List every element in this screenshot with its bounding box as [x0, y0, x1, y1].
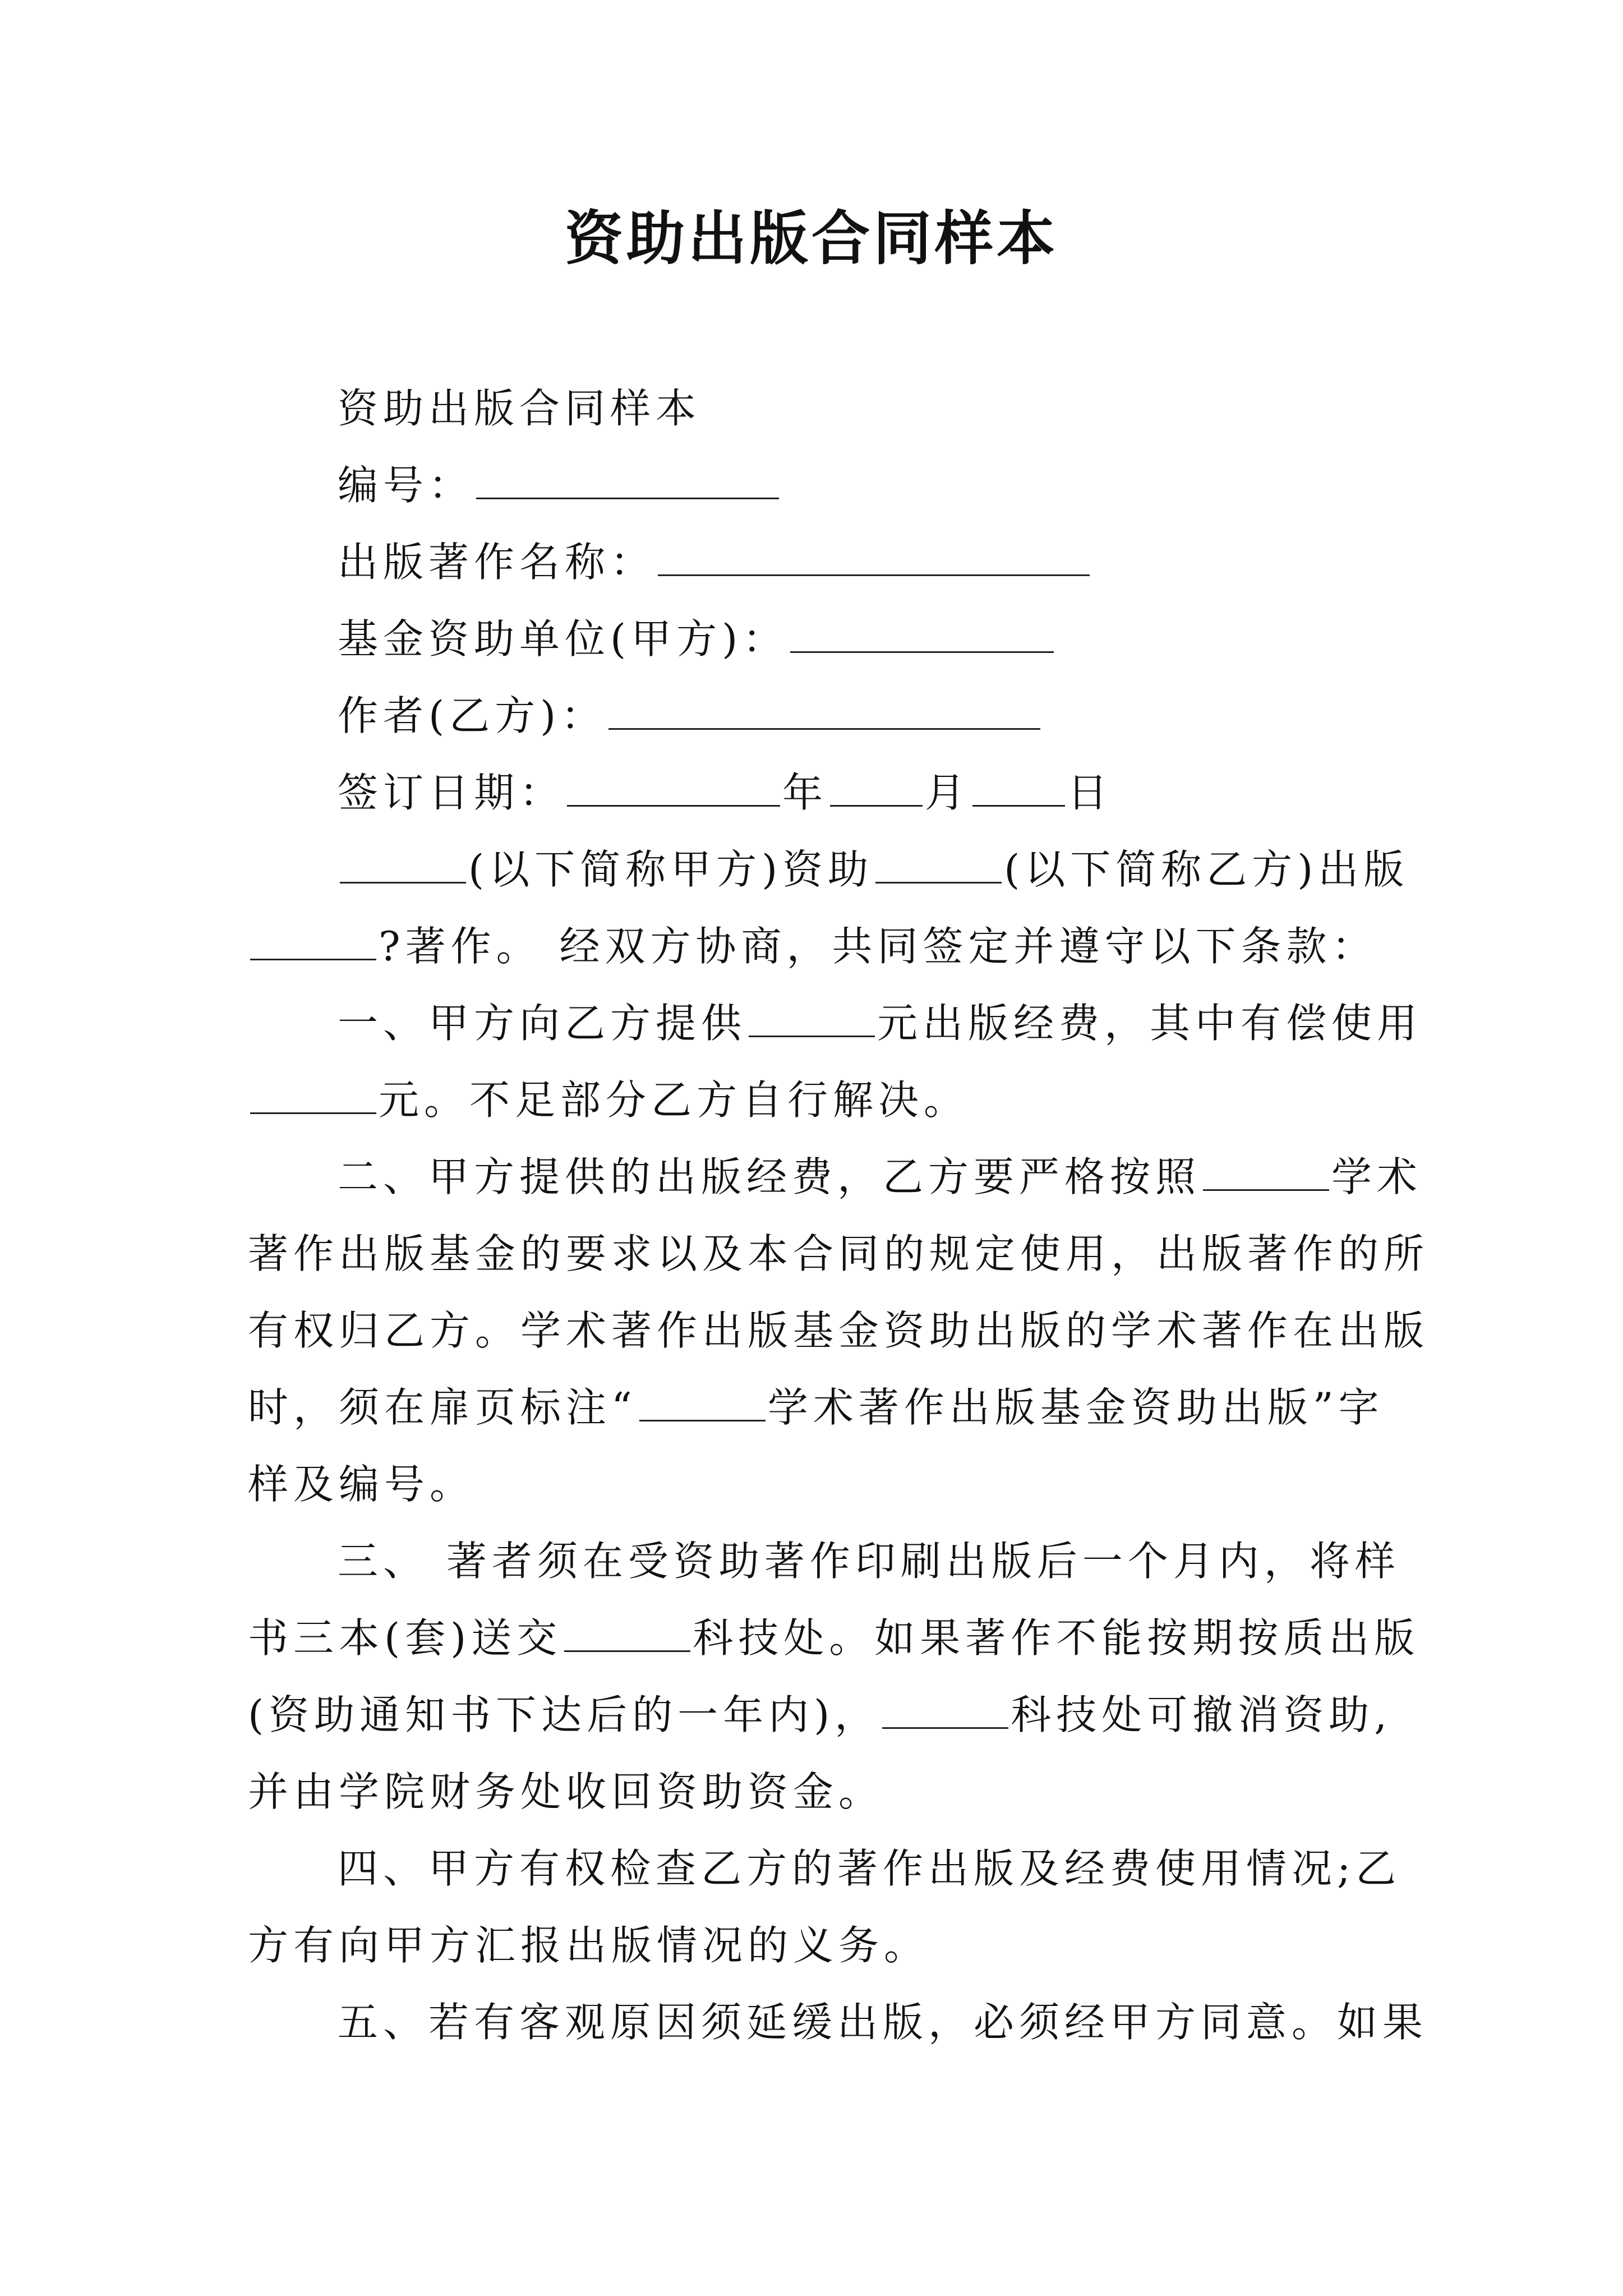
header-line-author: 作者(乙方)： — [248, 678, 1378, 754]
clause-2-line-2: 著作出版基金的要求以及本合同的规定使用，出版著作的所 — [248, 1230, 1430, 1277]
clause-5-line-1: 五、若有客观原因须延缓出版，必须经甲方同意。如果 — [338, 1999, 1428, 2046]
office-blank-1 — [564, 1618, 690, 1652]
clause-1-line-2: 元。不足部分乙方自行解决。 — [248, 1062, 1378, 1139]
party-a-blank — [340, 849, 466, 884]
document-body — [248, 370, 1430, 2061]
author-blank — [608, 696, 1040, 730]
clause-2-line-1: 二、甲方提供的出版经费，乙方要严格按照 学术 — [338, 1153, 1423, 1200]
amount-blank — [749, 1003, 875, 1037]
header-line-work-name: 出版著作名称： — [248, 524, 1378, 601]
clause-1-line-1: 一、甲方向乙方提供 元出版经费，其中有偿使用 — [338, 1000, 1423, 1047]
clause-3-line-3: (资助通知书下达后的一年内)， 科技处可撤消资助, — [248, 1691, 1393, 1738]
intro-line-2: ?著作。 经双方协商，共同签定并遵守以下条款： — [248, 908, 1378, 985]
fund-name-blank — [1203, 1157, 1329, 1191]
header-line-title: 资助出版合同样本 — [338, 385, 702, 432]
clause-3-line-2: 书三本(套)送交 科技处。如果著作不能按期按质出版 — [248, 1614, 1420, 1662]
day-blank — [972, 772, 1065, 807]
header-line-number: 编号： — [248, 447, 1378, 524]
intro-line-1: (以下简称甲方)资助 (以下简称乙方)出版 — [248, 831, 1378, 908]
funder-blank — [790, 619, 1054, 653]
clause-2-line-3: 有权归乙方。学术著作出版基金资助出版的学术著作在出版 — [248, 1307, 1430, 1354]
clause-3-line-1: 三、 著者须在受资助著作印刷出版后一个月内，将样 — [338, 1538, 1400, 1585]
year-blank — [567, 772, 780, 807]
clause-4-line-2: 方有向甲方汇报出版情况的义务。 — [248, 1922, 930, 1969]
clause-4-line-1: 四、甲方有权检查乙方的著作出版及经费使用情况;乙 — [338, 1845, 1401, 1892]
party-b-blank — [875, 849, 1002, 884]
paid-amount-blank — [250, 1080, 376, 1114]
fund-label-blank — [639, 1387, 766, 1421]
clause-2-line-5: 样及编号。 — [248, 1461, 476, 1508]
clause-2-line-4: 时，须在扉页标注“ 学术著作出版基金资助出版”字 — [248, 1384, 1384, 1431]
month-blank — [830, 772, 923, 807]
header-line-date: 签订日期： 年 月 日 — [338, 769, 1113, 816]
office-blank-2 — [882, 1695, 1008, 1729]
work-blank — [250, 926, 376, 960]
number-blank — [476, 465, 779, 499]
header-line-funder: 基金资助单位(甲方)： — [248, 601, 1378, 678]
document-title: 资助出版合同样本 — [564, 204, 1058, 273]
work-name-blank — [658, 542, 1090, 576]
clause-3-line-4: 并由学院财务处收回资助资金。 — [248, 1768, 884, 1815]
